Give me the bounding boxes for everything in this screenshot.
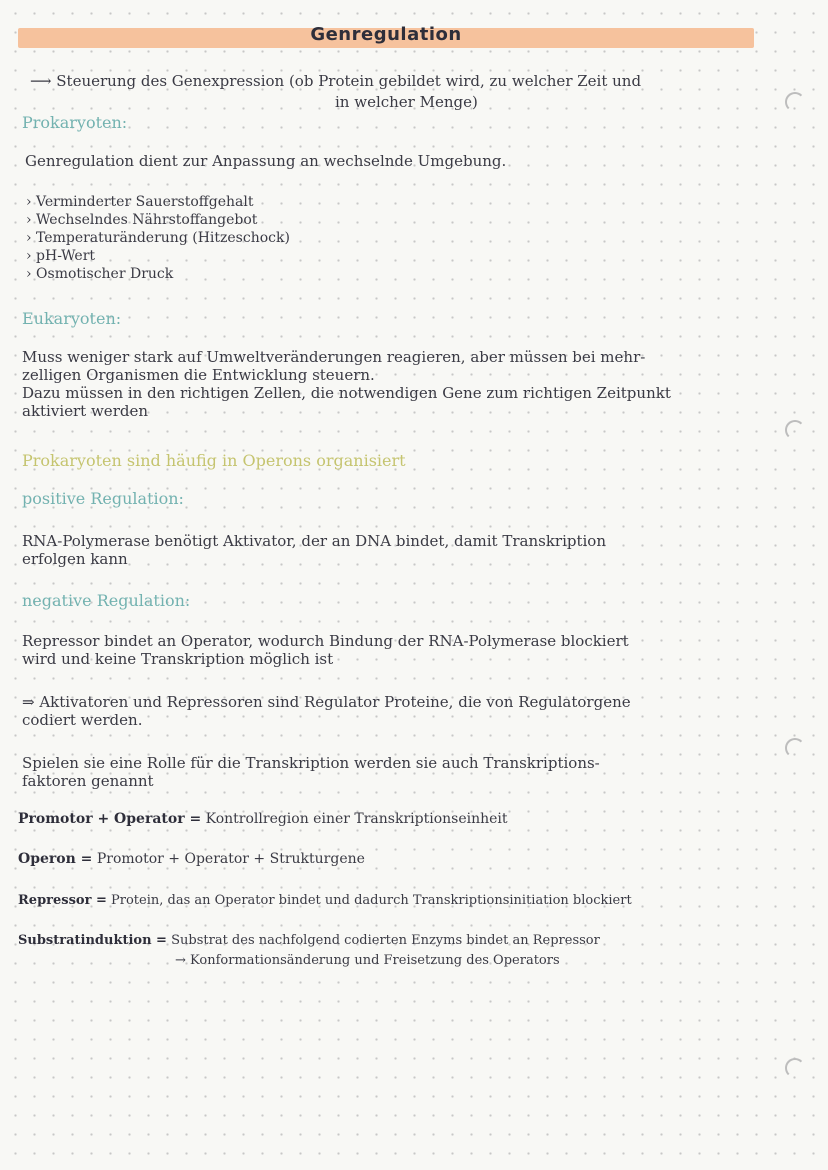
binder-hole-icon — [785, 420, 805, 440]
arrow-note-line: codiert werden. — [22, 711, 143, 729]
eukaryoten-line: Dazu müssen in den richtigen Zellen, die notwendigen Gene zum richtigen Zeitpunkt — [22, 384, 671, 402]
list-item: › Verminderter Sauerstoffgehalt — [26, 194, 254, 210]
intro-line-2: in welcher Menge) — [335, 93, 478, 111]
definition-text: Kontrollregion einer Transkriptionseinheit — [205, 811, 508, 827]
eukaryoten-heading: Eukaryoten: — [22, 309, 122, 328]
definition-repressor — [18, 892, 632, 910]
binder-hole-icon — [785, 738, 805, 758]
operon-note: Prokaryoten sind häufig in Operons organisiert — [22, 451, 406, 470]
positive-line: RNA-Polymerase benötigt Aktivator, der an DNA bindet, damit Transkription — [22, 532, 606, 550]
prokaryoten-heading: Prokaryoten: — [22, 113, 128, 132]
definition-operon — [18, 850, 365, 868]
eukaryoten-line: zelligen Organismen die Entwicklung steuern. — [22, 366, 375, 384]
factors-line: faktoren genannt — [22, 772, 154, 790]
binder-hole-icon — [785, 1058, 805, 1078]
arrow-note-line: ⇒ Aktivatoren und Repressoren sind Regulator Proteine, die von Regulatorgene — [22, 693, 631, 711]
definition-term: Substratinduktion = — [18, 933, 167, 948]
factors-line: Spielen sie eine Rolle für die Transkription werden sie auch Transkriptions- — [22, 754, 600, 772]
definition-term: Operon = — [18, 851, 93, 867]
definition-promotor-operator — [18, 810, 508, 828]
definition-term: Repressor = — [18, 893, 107, 908]
definition-substratinduktion — [18, 932, 600, 950]
definition-text: Substrat des nachfolgend codierten Enzyms bindet an Repressor — [171, 933, 600, 948]
binder-hole-icon — [785, 92, 805, 112]
list-item: › Temperaturänderung (Hitzeschock) — [26, 230, 290, 246]
title-highlight — [18, 24, 754, 48]
positive-line: erfolgen kann — [22, 550, 128, 568]
negative-regulation-heading: negative Regulation: — [22, 591, 191, 610]
list-item: › pH-Wert — [26, 248, 96, 264]
intro-line-1: ⟶ Steuerung des Genexpression (ob Protein gebildet wird, zu welcher Zeit und — [30, 72, 642, 90]
negative-line: Repressor bindet an Operator, wodurch Bindung der RNA-Polymerase blockiert — [22, 632, 629, 650]
positive-regulation-heading: positive Regulation: — [22, 489, 184, 508]
list-item: › Osmotischer Druck — [26, 266, 174, 282]
substrat-followup: → Konformationsänderung und Freisetzung des Operators — [175, 953, 560, 968]
list-item: › Wechselndes Nährstoffangebot — [26, 212, 258, 228]
definition-term: Promotor + Operator = — [18, 811, 202, 827]
eukaryoten-line: aktiviert werden — [22, 402, 148, 420]
definition-text: Promotor + Operator + Strukturgene — [96, 851, 365, 867]
eukaryoten-line: Muss weniger stark auf Umweltveränderungen reagieren, aber müssen bei mehr- — [22, 348, 646, 366]
negative-line: wird und keine Transkription möglich ist — [22, 650, 334, 668]
definition-text: Protein, das an Operator bindet und dadurch Transkriptionsinitiation blockiert — [111, 893, 632, 908]
page-title: Genregulation — [310, 24, 462, 45]
prokaryoten-text: Genregulation dient zur Anpassung an wechselnde Umgebung. — [25, 152, 507, 170]
